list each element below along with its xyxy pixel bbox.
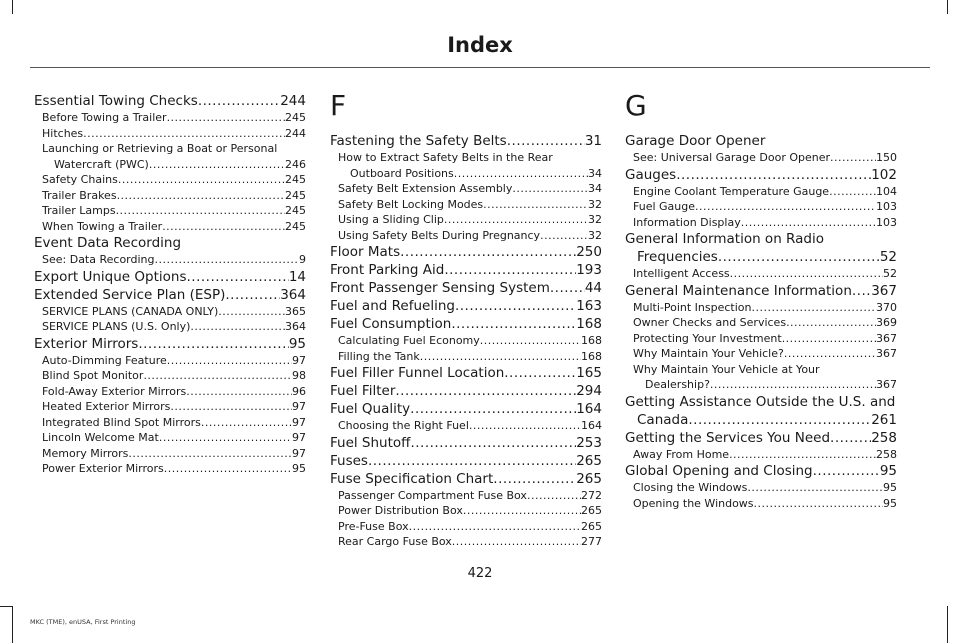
index-subentry[interactable]: Safety Belt Extension Assembly ..... 34 [330, 181, 602, 197]
index-entry[interactable]: Fastening the Safety Belts ..... 31 [330, 132, 602, 150]
index-subentry[interactable]: Memory Mirrors ..... 97 [34, 446, 306, 462]
index-subentry[interactable]: Safety Belt Locking Modes ..... 32 [330, 197, 602, 213]
index-subentry[interactable]: Lincoln Welcome Mat ..... 97 [34, 430, 306, 446]
index-entry[interactable]: Fuse Specification Chart ..... 265 [330, 470, 602, 488]
index-entry[interactable]: Essential Towing Checks ..... 244 [34, 92, 306, 110]
index-entry[interactable]: Export Unique Options ..... 14 [34, 268, 306, 286]
index-subentry[interactable]: Power Exterior Mirrors ..... 95 [34, 461, 306, 477]
index-entry[interactable]: Global Opening and Closing ..... 95 [625, 462, 897, 480]
index-subentry[interactable]: Using Safety Belts During Pregnancy ..... 32 [330, 228, 602, 244]
index-entry[interactable]: Extended Service Plan (ESP) ..... 364 [34, 286, 306, 304]
index-subentry[interactable]: Multi-Point Inspection ..... 370 [625, 300, 897, 316]
page-number: 422 [467, 566, 493, 581]
index-entry[interactable]: Front Passenger Sensing System ..... 44 [330, 279, 602, 297]
index-entry[interactable]: General Maintenance Information ..... 367 [625, 282, 897, 300]
index-subentry[interactable]: Blind Spot Monitor ..... 98 [34, 368, 306, 384]
index-subentry[interactable]: Calculating Fuel Economy ..... 168 [330, 333, 602, 349]
crop-mark-bottom-right-v [947, 606, 948, 643]
index-subentry-wrapped[interactable]: Why Maintain Your Vehicle at Your Dealership? ..... 367 [625, 362, 897, 393]
index-entry[interactable]: Front Parking Aid ..... 193 [330, 261, 602, 279]
index-subentry[interactable]: Why Maintain Your Vehicle? ..... 367 [625, 346, 897, 362]
index-subentry[interactable]: Away From Home ..... 258 [625, 447, 897, 463]
index-entry[interactable]: Fuel and Refueling ..... 163 [330, 297, 602, 315]
page-title: Index [447, 33, 513, 57]
index-column-3 [625, 89, 897, 511]
index-subentry[interactable]: Fuel Gauge ..... 103 [625, 199, 897, 215]
crop-mark-top-right-v [947, 0, 948, 14]
index-entry[interactable]: Fuel Filter ..... 294 [330, 382, 602, 400]
index-subentry[interactable]: Filling the Tank ..... 168 [330, 349, 602, 365]
index-entry[interactable]: Getting the Services You Need ..... 258 [625, 429, 897, 447]
index-subentry[interactable]: Opening the Windows ..... 95 [625, 496, 897, 512]
index-subentry[interactable]: Fold-Away Exterior Mirrors ..... 96 [34, 384, 306, 400]
index-subentry[interactable]: Auto-Dimming Feature ..... 97 [34, 353, 306, 369]
index-subentry-wrapped[interactable]: How to Extract Safety Belts in the Rear Outboard Positions ..... 34 [330, 150, 602, 181]
index-subentry[interactable]: Engine Coolant Temperature Gauge ..... 104 [625, 184, 897, 200]
crop-mark-top-left-v [12, 0, 13, 14]
index-entry[interactable]: Gauges ..... 102 [625, 166, 897, 184]
index-entry[interactable]: Exterior Mirrors ..... 95 [34, 335, 306, 353]
section-letter: G [625, 89, 647, 122]
index-subentry[interactable]: SERVICE PLANS (U.S. Only) ..... 364 [34, 319, 306, 335]
index-subentry[interactable]: Passenger Compartment Fuse Box ..... 272 [330, 488, 602, 504]
index-entry[interactable]: Fuses ..... 265 [330, 452, 602, 470]
index-entry-heading[interactable]: Event Data Recording [34, 235, 182, 251]
print-note: MKC (TME), enUSA, First Printing [30, 618, 136, 626]
index-entry-heading[interactable]: Garage Door Opener [625, 133, 766, 149]
index-subentry[interactable]: Using a Sliding Clip ..... 32 [330, 212, 602, 228]
index-subentry[interactable]: Information Display ..... 103 [625, 215, 897, 231]
index-column-1 [34, 92, 306, 477]
index-entry[interactable]: Fuel Shutoff ..... 253 [330, 434, 602, 452]
index-subentry[interactable]: Rear Cargo Fuse Box ..... 277 [330, 534, 602, 550]
index-column-2 [330, 89, 602, 550]
index-subentry[interactable]: Pre-Fuse Box ..... 265 [330, 519, 602, 535]
index-subentry[interactable]: Heated Exterior Mirrors ..... 97 [34, 399, 306, 415]
crop-mark-bottom-left-h [0, 606, 13, 607]
index-subentry[interactable]: Closing the Windows ..... 95 [625, 480, 897, 496]
index-entry-wrapped[interactable]: Getting Assistance Outside the U.S. and Canada ..... 261 [625, 393, 897, 429]
index-entry[interactable]: Fuel Consumption ..... 168 [330, 315, 602, 333]
section-letter: F [330, 89, 347, 122]
index-subentry[interactable]: Choosing the Right Fuel ..... 164 [330, 418, 602, 434]
crop-mark-bottom-left-v [12, 606, 13, 643]
index-subentry[interactable]: Hitches ..... 244 [34, 126, 306, 142]
index-entry[interactable]: Fuel Filler Funnel Location ..... 165 [330, 364, 602, 382]
index-subentry[interactable]: When Towing a Trailer ..... 245 [34, 219, 306, 235]
index-entry-wrapped[interactable]: General Information on Radio Frequencies ..... 52 [625, 230, 897, 266]
index-entry[interactable]: Floor Mats ..... 250 [330, 243, 602, 261]
index-subentry[interactable]: See: Universal Garage Door Opener ..... 150 [625, 150, 897, 166]
index-subentry[interactable]: Before Towing a Trailer ..... 245 [34, 110, 306, 126]
index-subentry[interactable]: See: Data Recording ..... 9 [34, 252, 306, 268]
index-subentry-wrapped[interactable]: Launching or Retrieving a Boat or Personal Watercraft (PWC) ..... 246 [34, 141, 306, 172]
index-subentry[interactable]: Owner Checks and Services ..... 369 [625, 315, 897, 331]
index-subentry[interactable]: Integrated Blind Spot Mirrors ..... 97 [34, 415, 306, 431]
index-entry[interactable]: Fuel Quality ..... 164 [330, 400, 602, 418]
index-subentry[interactable]: SERVICE PLANS (CANADA ONLY) ..... 365 [34, 304, 306, 320]
header-rule [30, 67, 930, 68]
index-subentry[interactable]: Power Distribution Box ..... 265 [330, 503, 602, 519]
index-subentry[interactable]: Intelligent Access ..... 52 [625, 266, 897, 282]
index-subentry[interactable]: Trailer Brakes ..... 245 [34, 188, 306, 204]
index-subentry[interactable]: Safety Chains ..... 245 [34, 172, 306, 188]
index-subentry[interactable]: Protecting Your Investment ..... 367 [625, 331, 897, 347]
index-subentry[interactable]: Trailer Lamps ..... 245 [34, 203, 306, 219]
